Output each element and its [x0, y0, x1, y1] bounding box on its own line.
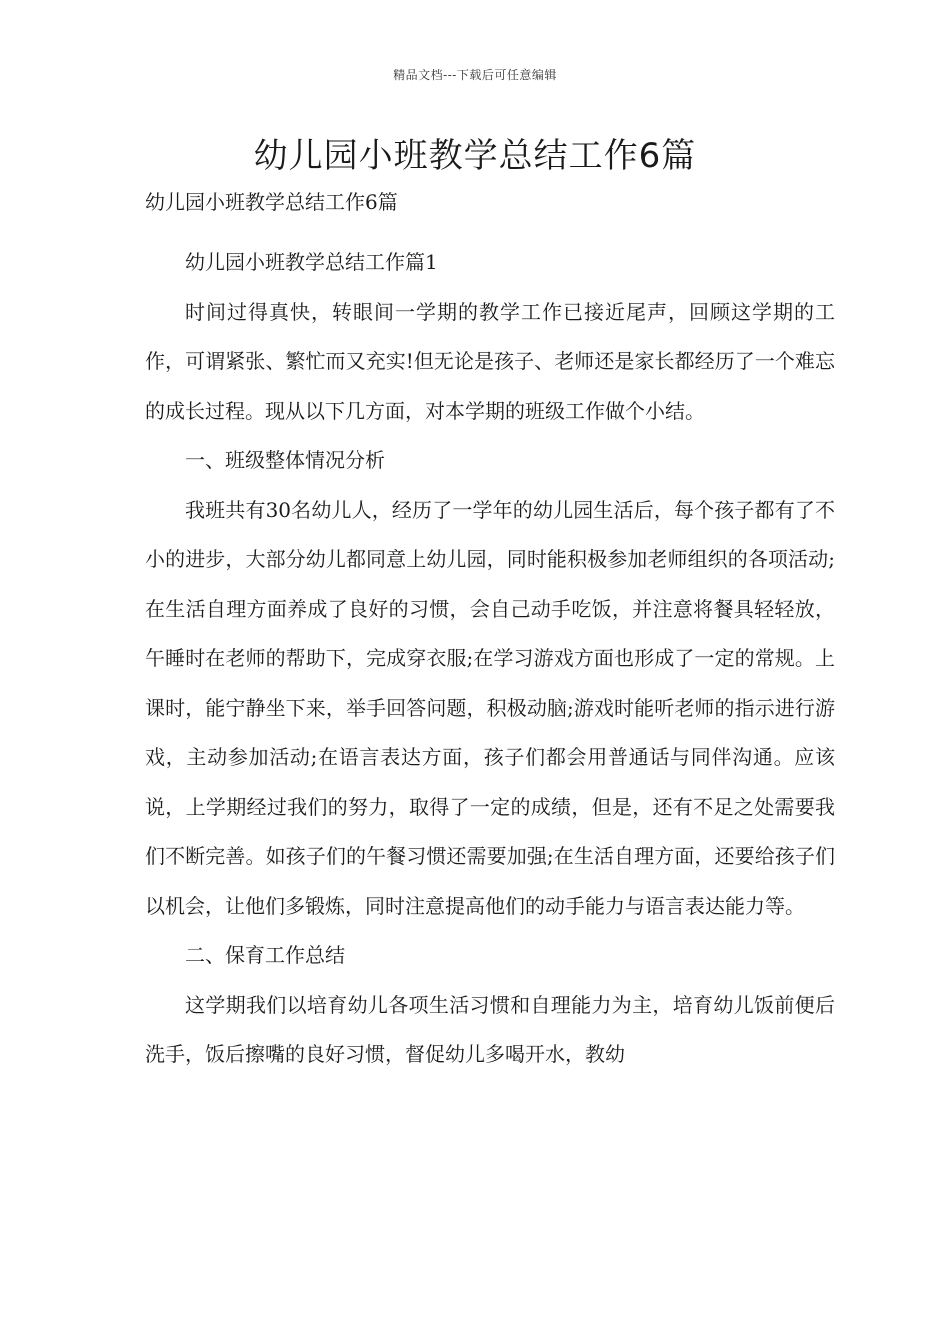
body-paragraph: 时间过得真快，转眼间一学期的教学工作已接近尾声，回顾这学期的工作，可谓紧张、繁忙而又充实!但无论是孩子、老师还是家长都经历了一个难忘的成长过程。现从以下几方面，对本学期的班级工作做个小结。	[145, 299, 835, 423]
section-heading: 二、保育工作总结	[185, 943, 345, 967]
header-note: 精品文档---下载后可任意编辑	[393, 68, 557, 82]
section-heading: 一、班级整体情况分析	[185, 448, 385, 472]
section-heading: 幼儿园小班教学总结工作篇1	[185, 250, 438, 274]
body-paragraph: 这学期我们以培育幼儿各项生活习惯和自理能力为主，培育幼儿饭前便后洗手，饭后擦嘴的良好习惯，督促幼儿多喝开水，教幼	[145, 992, 835, 1066]
page-title: 幼儿园小班教学总结工作6篇	[253, 136, 697, 176]
document-body	[145, 238, 835, 1080]
document-subtitle: 幼儿园小班教学总结工作6篇	[145, 190, 398, 214]
body-paragraph: 我班共有30名幼儿人，经历了一学年的幼儿园生活后，每个孩子都有了不小的进步，大部分幼儿都同意上幼儿园，同时能积极参加老师组织的各项活动;在生活自理方面养成了良好的习惯，会自己动手吃饭，并注意将餐具轻轻放，午睡时在老师的帮助下，完成穿衣服;在学习游戏方面也形成了一定的常规。上课时，能宁静坐下来，举手回答问题，积极动脑;游戏时能听老师的指示进行游戏，主动参加活动;在语言表达方面，孩子们都会用普通话与同伴沟通。应该说，上学期经过我们的努力，取得了一定的成绩，但是，还有不足之处需要我们不断完善。如孩子们的午餐习惯还需要加强;在生活自理方面，还要给孩子们以机会，让他们多锻炼，同时注意提高他们的动手能力与语言表达能力等。	[145, 497, 835, 918]
